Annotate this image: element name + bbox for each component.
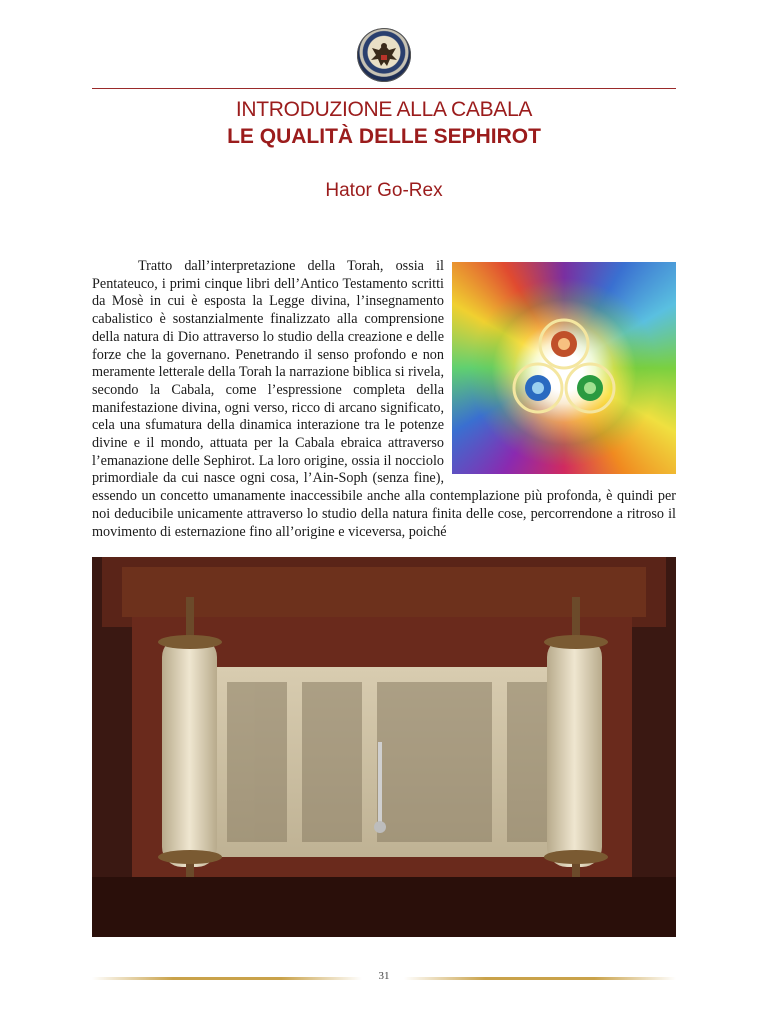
article-paragraph: Tratto dall’interpretazione della Torah, ossia il Pentateuco, i primi cinque libri dell’Antico Testamento scritti da Mosè in cui è esposta la Legge divina, l’insegnamento cabalistico è sostanzialmente finalizzato alla comprensione della natura di Dio attraverso lo studio della creazione e delle forze che la governano. Penetrando il senso profondo e non meramente letterale della Torah la narrazione biblica si rivela, secondo la Cabala, come l’espressione completa della manifestazione divina, ogni verso, ricco di arcano significato, cela una sfumatura della dinamica interazione tra le potenze divine e il mondo, attuata per la Cabala ebraica attraverso l’emanazione delle Sephirot. La loro origine, ossia il nocciolo primordiale da cui nasce ogni cosa, l’Ain-Soph (senza fine), essendo un concetto umanamente inaccessibile anche alla contemplazione più profonda, è quindi per noi deducibile unicamente attraverso lo studio della natura finita delle cose, percorrendone a ritroso il movimento di esternazione fino all’origine e viceversa, poiché	[92, 258, 676, 540]
article-subtitle: LE QUALITÀ DELLE SEPHIROT	[227, 125, 541, 148]
sephirot-figure	[452, 262, 676, 474]
article-author: Hator Go-Rex	[325, 180, 443, 201]
torah-scroll-image	[92, 557, 676, 937]
page-number: 31	[378, 970, 390, 982]
eagle-seal-icon	[357, 28, 411, 82]
sephirot-image	[452, 262, 676, 474]
footer-rule-right	[404, 977, 676, 980]
article-body	[92, 258, 676, 541]
header-rule	[92, 88, 676, 89]
article-title: INTRODUZIONE ALLA CABALA	[235, 98, 533, 121]
